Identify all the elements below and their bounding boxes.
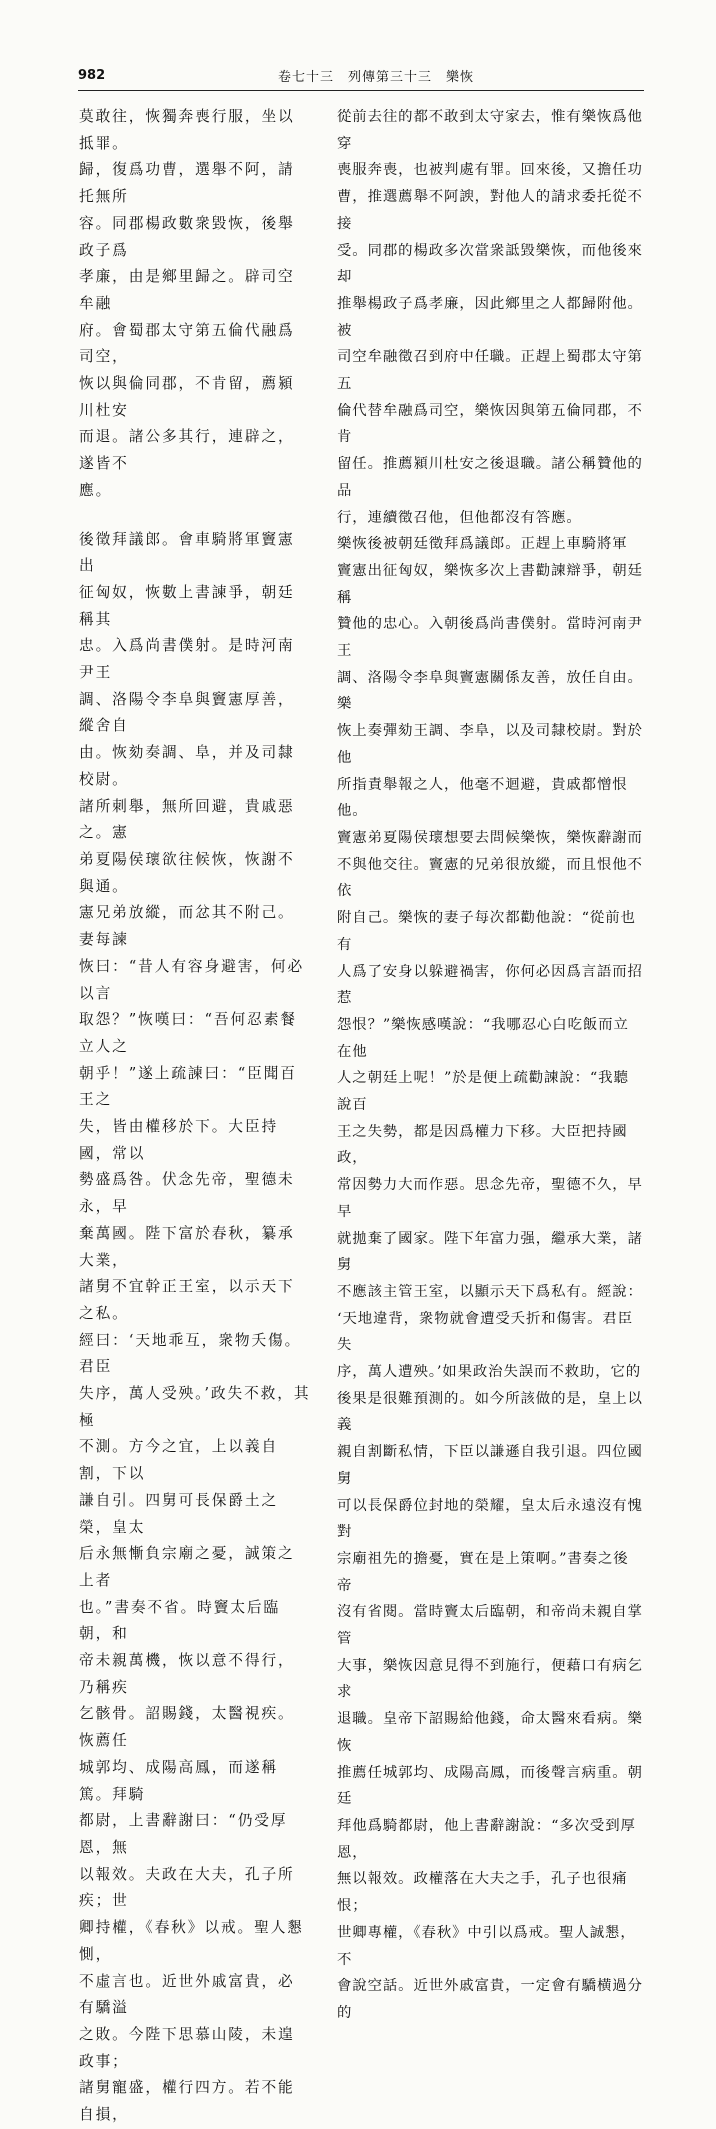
classical-paragraph-2: 後徵拜議郎。會車騎將軍竇憲出 征匈奴，恢數上書諫爭，朝廷稱其 忠。入爲尚書僕射。是時河南尹王 調、洛陽令李阜與竇憲厚善，縱舍自 由。恢劾奏調、阜，并及司隸校尉。 諸所刺舉，無所回避，貴戚惡之。憲 弟夏陽侯瓌欲往候恢，恢謝不與通。 憲兄弟放縱，而忿其不附己。妻每諫 恢曰：“昔人有容身避害，何必以言 取怨？”恢嘆曰：“吾何忍素餐立人之 朝乎！”遂上疏諫曰：“臣聞百王之 失，皆由權移於下。大臣持國，常以 勢盛爲咎。伏念先帝，聖德未永，早 棄萬國。陛下富於春秋，纂承大業， 諸舅不宜幹正王室，以示天下之私。 經曰：‘天地乖互，衆物夭傷。君臣 失序，萬人受殃。’政失不救，其極 不測。方今之宜，上以義自割，下以 謙自引。四舅可長保爵土之榮，皇太 后永無慚負宗廟之憂，誠策之上者 也。”書奏不省。時竇太后臨朝，和 帝未親萬機，恢以意不得行，乃稱疾 乞骸骨。詔賜錢，太醫視疾。恢薦任 城郭均、成陽高鳳，而遂稱篤。拜騎 都尉，上書辭謝曰：“仍受厚恩，無 以報效。夫政在大夫，孔子所疾；世 卿持權，《春秋》以戒。聖人懇惻， 不虛言也。近世外戚富貴，必有驕溢 之敗。今陛下思慕山陵，未遑政事； 諸舅寵盛，權行四方。若不能自損， <box>79 530 311 2124</box>
translation-paragraph-2: 樂恢後被朝廷徵拜爲議郎。正趕上車騎將軍 竇憲出征匈奴，樂恢多次上書勸諫辯爭，朝廷稱 贊他的忠心。入朝後爲尚書僕射。當時河南尹王 調、洛陽令李阜與竇憲關係友善，放任自由。樂 恢上奏彈劾王調、李阜，以及司隸校尉。對於他 所指責舉報之人，他毫不迴避，貴戚都憎恨他。 竇憲弟夏陽侯瓌想要去問候樂恢，樂恢辭謝而 不與他交往。竇憲的兄弟很放縱，而且恨他不依 附自己。樂恢的妻子每次都勸他說：“從前也有 人爲了安身以躲避禍害，你何必因爲言語而招惹 怨恨？”樂恢感嘆說：“我哪忍心白吃飯而立在他 人之朝廷上呢！”於是便上疏勸諫說：“我聽說百 王之失勢，都是因爲權力下移。大臣把持國政， 常因勢力大而作惡。思念先帝，聖德不久，早早 就拋棄了國家。陛下年富力强，繼承大業，諸舅 不應該主管王室，以顯示天下爲私有。經說： ‘天地違背，衆物就會遭受夭折和傷害。君臣失 序，萬人遭殃。’如果政治失誤而不救助，它的 後果是很難預測的。如今所該做的是，皇上以義 親自割斷私情，下臣以謙遜自我引退。四位國舅 可以長保爵位封地的榮耀，皇太后永遠沒有愧對 宗廟祖先的擔憂，實在是上策啊。”書奏之後帝 沒有省閱。當時竇太后臨朝，和帝尚未親自掌管 大事，樂恢因意見得不到施行，便藉口有病乞求 退職。皇帝下詔賜給他錢，命太醫來看病。樂恢 推薦任城郭均、成陽高鳳，而後聲言病重。朝廷 拜他爲騎都尉，他上書辭謝說：“多次受到厚恩， 無以報效。政權落在大夫之手，孔子也很痛恨； 世卿專權，《春秋》中引以爲戒。聖人誠懇，不 會說空話。近世外戚富貴，一定會有驕横過分的 <box>337 536 643 2021</box>
page-number: 982 <box>78 68 106 83</box>
classical-text-column <box>79 104 311 2129</box>
page-header <box>78 62 644 91</box>
running-head: 卷七十三 列傳第三十三 樂恢 <box>278 70 475 85</box>
translation-column <box>337 104 643 2027</box>
translation-paragraph-1: 從前去往的都不敢到太守家去，惟有樂恢爲他穿 喪服奔喪，也被判處有罪。回來後，又擔任功 曹，推選薦舉不阿諛，對他人的請求委托從不接 受。同郡的楊政多次當衆詆毀樂恢，而他後來却 推舉楊政子爲孝廉，因此鄉里之人都歸附他。被 司空牟融徵召到府中任職。正趕上蜀郡太守第五 倫代替牟融爲司空，樂恢因與第五倫同郡，不肯 留任。推薦潁川杜安之後退職。諸公稱贊他的品 行，連續徵召他，但他都沒有答應。 <box>337 109 643 526</box>
classical-paragraph-1: 莫敢往，恢獨奔喪行服，坐以抵罪。 歸，復爲功曹，選舉不阿，請托無所 容。同郡楊政數衆毀恢，後舉政子爲 孝廉，由是鄉里歸之。辟司空牟融 府。會蜀郡太守第五倫代融爲司空， 恢以與倫同郡，不肯留，薦潁川杜安 而退。諸公多其行，連辟之，遂皆不 應。 <box>79 108 295 499</box>
